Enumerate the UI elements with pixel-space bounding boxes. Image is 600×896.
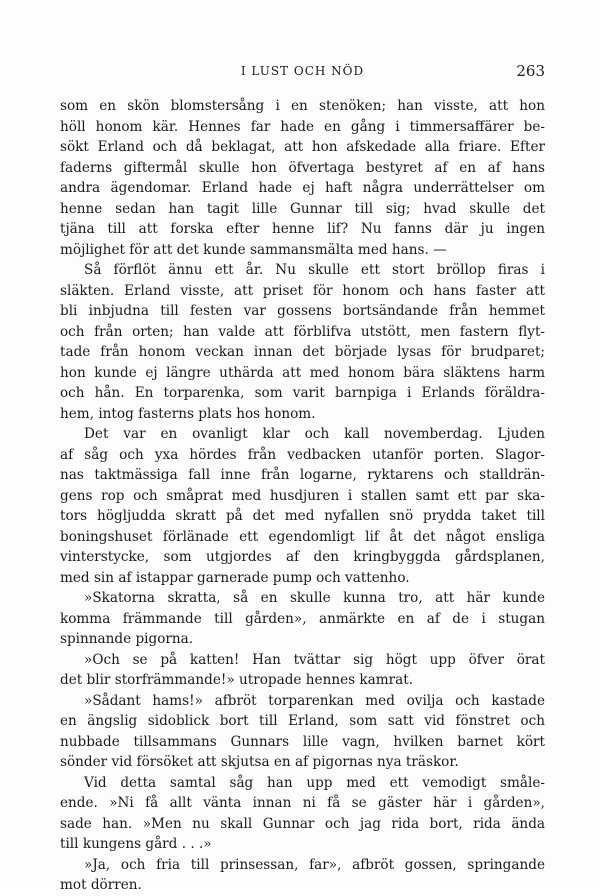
text-line: nubbade tillsammans Gunnars lille vagn, hvilken barnet kört xyxy=(60,733,545,750)
text-line: hon kunde ej längre uthärda att med honom bära släktens harm xyxy=(60,364,545,381)
text-line: mot dörren. xyxy=(60,877,142,893)
text-line: gens rop och småprat med husdjuren i stallen samt ett par ska- xyxy=(60,487,545,504)
text-line: »Och se på katten! Han tvättar sig högt upp öfver örat xyxy=(84,651,545,668)
text-line: det blir storfrämmande!» utropade hennes kamrat. xyxy=(60,672,414,688)
text-line: möjlighet för att det kunde sammansmälta med hans. — xyxy=(60,241,447,258)
text-line: vinterstycke, som utgjordes af den kringbyggda gårdsplanen, xyxy=(60,549,545,565)
text-line: höll honom kär. Hennes far hade en gång i timmersaffärer be- xyxy=(60,118,545,135)
text-line: bli inbjudna till festen var gossens bortsändande från hemmet xyxy=(60,303,545,319)
running-head: I LUST OCH NÖD xyxy=(240,64,365,78)
text-line: spinnande pigorna. xyxy=(60,631,194,647)
page-number: 263 xyxy=(516,62,545,80)
text-line: andra ägendomar. Erland hade ej haft några underrättelser om xyxy=(60,180,545,196)
text-line: tjäna till att forska efter henne lif? Nu fanns där ju ingen xyxy=(60,221,545,237)
text-line: som en skön blomstersång i en stenöken; han visste, att hon xyxy=(60,98,545,114)
text-line: sönder vid försöket att skjutsa en af pigornas nya träskor. xyxy=(60,754,459,770)
text-line: tade från honom veckan innan det började lysas för brudparet; xyxy=(60,344,545,360)
text-line: sade han. »Men nu skall Gunnar och jag rida bort, rida ända xyxy=(60,815,545,832)
text-line: och hån. En torparenka, som varit barnpiga i Erlands föräldra- xyxy=(60,385,545,401)
text-line: »Ja, och fria till prinsessan, far», afbröt gossen, springande xyxy=(84,856,545,873)
text-line: en ängslig sidoblick bort till Erland, som satt vid fönstret och xyxy=(60,713,545,729)
text-line: tors högljudda skratt på det med nyfallen snö prydda taket till xyxy=(60,508,545,524)
text-line: henne sedan han tagit lille Gunnar till sig; hvad skulle det xyxy=(60,200,545,217)
text-line: faderns giftermål skulle hon öfvertaga bestyret af en af hans xyxy=(60,159,545,176)
text-line: sökt Erland och då beklagat, att hon afskedade alla friare. Efter xyxy=(60,139,545,155)
body-text xyxy=(60,96,545,896)
page-header xyxy=(60,62,545,82)
text-line: till kungens gård . . .» xyxy=(60,836,212,852)
text-line: och från orten; han valde att förblifva utstött, men fastern flyt- xyxy=(60,323,545,340)
text-line: Så förflöt ännu ett år. Nu skulle ett stort bröllop firas i xyxy=(84,262,545,278)
text-line: hem, intog fasterns plats hos honom. xyxy=(60,405,316,422)
text-line: med sin af istappar garnerade pump och vattenho. xyxy=(60,569,410,586)
text-line: af såg och yxa hördes från vedbacken utanför porten. Slagor- xyxy=(60,446,545,463)
text-line: nas taktmässiga fall inne från logarne, ryktarens och stalldrän- xyxy=(60,467,545,483)
text-line: komma främmande till gården», anmärkte en af de i stugan xyxy=(60,610,545,627)
text-line: Det var en ovanligt klar och kall novemberdag. Ljuden xyxy=(84,426,545,442)
text-line: boningshuset förlänade ett egendomligt lif åt det något ensliga xyxy=(60,528,545,545)
text-line: »Sådant hams!» afbröt torparenkan med ovilja och kastade xyxy=(84,692,545,709)
text-line: Vid detta samtal såg han upp med ett vemodigt småle- xyxy=(84,774,545,791)
text-line: släkten. Erland visste, att priset för honom och hans faster att xyxy=(60,282,545,299)
text-line: »Skatorna skratta, så en skulle kunna tro, att här kunde xyxy=(84,590,545,606)
text-line: ende. »Ni få allt vänta innan ni få se gäster här i gården», xyxy=(60,795,545,811)
